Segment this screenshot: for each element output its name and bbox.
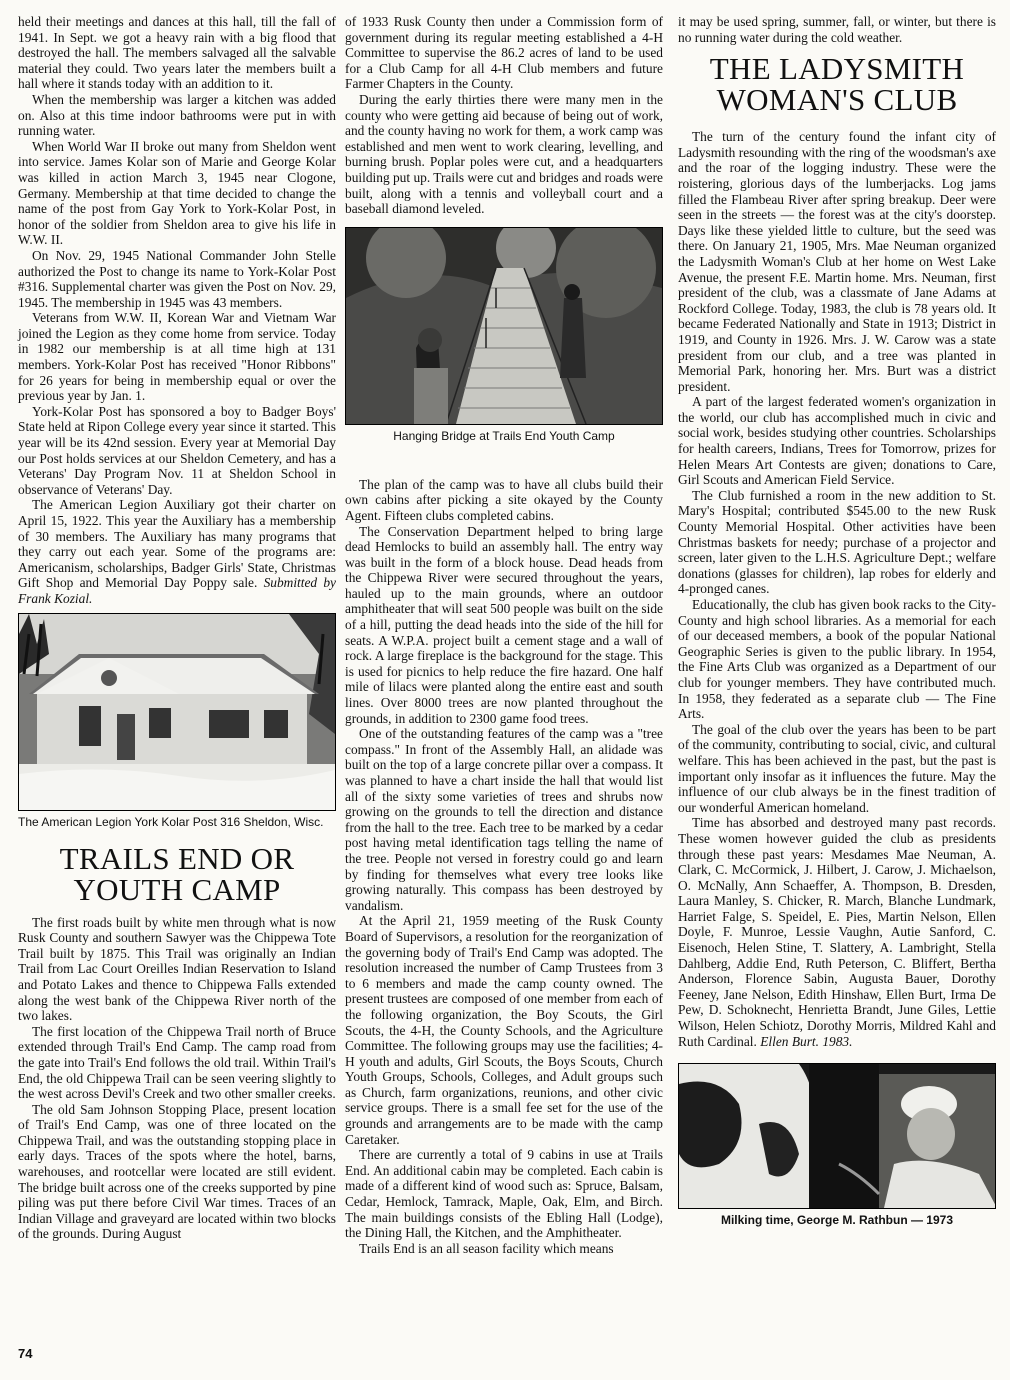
column-3 bbox=[678, 14, 996, 1227]
hanging-bridge-caption: Hanging Bridge at Trails End Youth Camp bbox=[393, 428, 615, 443]
paragraph: The goal of the club over the years has been to be part of the community, contributing to social, civic, and cultural welfare. This has been achieved in the past, but the past is important only insofar as it influences the future. May the influence of our club always be in the finest tradition of our wonderful American homeland. bbox=[678, 721, 996, 815]
auxiliary-paragraph bbox=[18, 497, 336, 606]
presidents-paragraph bbox=[678, 815, 996, 1049]
paragraph: The turn of the century found the infant city of Ladysmith resounding with the ring of the woodsman's axe and the roar of the logging industry. These were the roistering, glorious days of the lumberjacks. Log jams filled the Flambeau River after spring breakup. Deer were seen in the streets — the forest was at the city's doorstep. Days like these yielded little to culture, but the seed was there. On January 21, 1905, Mrs. Mae Neuman organized the Ladysmith Woman's Club at her home on West Lake Avenue, the present F.E. Martin home. Mrs. Neuman, first president of the club, was a classmate of Jane Adams at Rockford College. Today, 1983, the club is 78 years old. It became Federated Nationally and State in 1913; District in 1919, and County in 1926. Mrs. J. W. Carow was a state president from our club, and a tree was planted in Memorial Park, honoring her. Mrs. Burt was a district president. bbox=[678, 129, 996, 394]
hanging-bridge-photo bbox=[345, 227, 663, 425]
paragraph: York-Kolar Post has sponsored a boy to Badger Boys' State held at Ripon College every year since it started. This year will be its 42nd session. Every year at Memorial Day our Post holds services at our Sheldon Cemetery, and has a Veterans' Day Program Nov. 11 at Sheldon School in observance of Veterans' Day. bbox=[18, 403, 336, 497]
presidents-text: Time has absorbed and destroyed many past records. These women however guided the club as presidents through these past years: Mesdames Mae Neuman, A. Clark, C. McCormick, J. Hilbert, J. Carow, J. Michaelson, O. McNally, Ann Schaeffer, A. Thompson, B. Dresden, Laura Manley, S. Chicker, R. March, Blanche Lundmark, Harriet Falge, S. Speidel, E. Pies, Martin Nelson, Ellen Doyle, F. Munroe, Lessie Vaughn, Autie Sanford, C. Eisenoch, Helen Stine, T. Slattery, A. Lambright, Stella Dahlberg, Addie End, Ruth Peterson, C. Bliffert, Bertha Anderson, Florence Sabin, Augusta Bauer, Dorothy Feeney, Jane Nelson, Edith Hinshaw, Ellen Burt, Irma De Pew, D. Schoknecht, Henrietta Brandt, June Giles, Lettie Wilson, Helen Schiotz, Dorothy Morris, Mildred Kahl and Ruth Cardinal. bbox=[678, 815, 996, 1049]
legion-hall-caption: The American Legion York Kolar Post 316 Sheldon, Wisc. bbox=[18, 814, 324, 829]
legion-hall-photo-art bbox=[19, 614, 335, 810]
paragraph: The plan of the camp was to have all clubs build their own cabins after picking a site okayed by the County Agent. Fifteen clubs completed cabins. bbox=[345, 476, 663, 523]
signed-by: Ellen Burt. 1983. bbox=[760, 1033, 853, 1049]
paragraph: The first roads built by white men through what is now Rusk County and southern Sawyer was the Chippewa Tote Trail built by 1875. This Trail was originally an Indian Trail from Lac Court Oreilles Indian Reservation to Island and Potato Lakes and thence to Chippewa Falls extended along the west bank of the Chippewa River north of the two lakes. bbox=[18, 914, 336, 1024]
paragraph: of 1933 Rusk County then under a Commission form of government during its regular meeting established a 4-H Committee to supervise the 86.2 acres of land to be used for a Club Camp for all 4-H Club members and future Farmer Chapters in the County. bbox=[345, 14, 663, 92]
column-1 bbox=[18, 14, 336, 1242]
paragraph: On Nov. 29, 1945 National Commander John Stelle authorized the Post to change its name to York-Kolar Post #316. Supplemental charter was given the Post on Nov. 29, 1945. The membership in 1945 was 43 members. bbox=[18, 247, 336, 310]
paragraph: Veterans from W.W. II, Korean War and Vietnam War joined the Legion as they come home from service. Today in 1982 our membership is at all time high at 131 members. York-Kolar Post has received "Honor Ribbons" for 26 years for being in membership equal or over the previous year by Jan. 1. bbox=[18, 310, 336, 404]
milking-photo-art bbox=[679, 1064, 996, 1208]
paragraph: There are currently a total of 9 cabins in use at Trails End. An additional cabin may be completed. Each cabin is made of a different kind of wood such as: Spruce, Balsam, Cedar, Hemlock, Tamrack, Maple, Oak, Elm, and Birch. The main buildings consists of the Ebling Hall (Lodge), the Dining Hall, the Kitchen, and the Amphitheater. bbox=[345, 1147, 663, 1241]
milking-caption: Milking time, George M. Rathbun — 1973 bbox=[720, 1213, 954, 1228]
paragraph: Trails End is an all season facility which means bbox=[359, 1240, 614, 1256]
legion-hall-photo bbox=[18, 613, 336, 811]
hanging-bridge-photo-art bbox=[346, 228, 662, 424]
paragraph: The first location of the Chippewa Trail north of Bruce extended through Trail's End Camp. The camp road from the gate into Trail's End follows the old trail. Within Trail's End, the old Chippewa Trail can be seen veering slightly to the west across Devil's Creek and two other smaller creeks. bbox=[18, 1023, 336, 1102]
paragraph: it may be used spring, summer, fall, or winter, but there is no running water during the cold weather. bbox=[678, 14, 996, 45]
paragraph: The Club furnished a room in the new addition to St. Mary's Hospital; contributed $545.00 to the new Rusk County Memorial Hospital. Other activities have been Christmas baskets for needy; purchase of a projector and screen, later given to the L.H.S. Agriculture Dept.; welfare donations (glasses for children), lap robes for elderly and 4-pronged canes. bbox=[678, 487, 996, 597]
trails-end-heading: TRAILS END OR YOUTH CAMP bbox=[59, 840, 295, 907]
column-2 bbox=[345, 14, 663, 1256]
paragraph: The old Sam Johnson Stopping Place, present location of Trail's End Camp, was one of three located on the Chippewa Trail, and was the outstanding stopping place in early days. Traces of the spots where the hotel, barns, warehouses, and rootcellar were located are still evident. The bridge built across one of the creeks supported by pine piling was put there before Civil War times. Traces of an Indian Village and graveyard are located within two blocks of the grounds. During August bbox=[18, 1101, 336, 1242]
submitted-by: Submitted by Frank Kozial. bbox=[18, 575, 336, 606]
paragraph: Educationally, the club has given book racks to the City-County and high school libraries. As a memorial for each of our deceased members, a book of the popular National Geographic Series is given to the public library. In 1954, the Fine Arts Club was organized as a Department of our club for younger members. They have contributed much. In 1958, they federated as a separate club — The Fine Arts. bbox=[678, 597, 996, 722]
paragraph: When the membership was larger a kitchen was added on. Also at this time indoor bathrooms were put in with running water. bbox=[18, 91, 336, 139]
paragraph: One of the outstanding features of the camp was a "tree compass." In front of the Assembly Hall, an alidade was built on the top of a large concrete pillar over a compass. It was planned to have a chart inside the hall that would list all of the sixty some varieties of trees and shrubs now growing on the grounds to tell the direction and distance from the hall to the tree. Each tree to be marked by a cedar post having metal identification tags telling the name of the tree. People not versed in forestry could go and learn by finding for themselves what every tree looks like growing naturally. This compass has been destroyed by vandalism. bbox=[345, 726, 663, 913]
paragraph: held their meetings and dances at this hall, till the fall of 1941. In Sept. we got a heavy rain with a big flood that destroyed the hall. The members salvaged all the salvable material they could. Two years later the members built a hall where it stands today with an addition to it. bbox=[18, 14, 336, 92]
paragraph: At the April 21, 1959 meeting of the Rusk County Board of Supervisors, a resolution for the reorganization of the governing body of Trail's End Camp was adopted. The resolution increased the number of Camp Trustees from 3 to 6 members and made the camp county owned. The present trustees are composed of one member from each of the following organization, the Boy Scouts, the Girl Scouts, the 4-H, the County Schools, and the Agriculture Committee. The following groups may use the facilities; 4-H youth and adults, Girl Scouts, the Boys Scouts, Church Youth Groups, Schools, Colleges, and Adult groups such as Church, farm organizations, reunions, and other civic service groups. There is a small fee set for the use of the grounds and arrangements are to be made with the camp Caretaker. bbox=[345, 913, 663, 1147]
paragraph: A part of the largest federated women's organization in the world, our club has accomplished much in civic and social work, besides studying other countries. Scholarships for health careers, Indians, Trees for Tomorrow, prizes for Helen Mears Art Contests are given; donations to Care, Girl Scouts and American Field Service. bbox=[678, 394, 996, 488]
paragraph: During the early thirties there were many men in the county who were getting aid because of being out of work, and the county having no work for them, a work camp was established and men went to work clearing, levelling, and burning brush. Poplar poles were cut, and a headquarters building put up. Trails were cut and bridges and roads were built, along with a tennis and volleyball court and a baseball diamond leveled. bbox=[345, 91, 663, 217]
page-number: 74 bbox=[18, 1346, 33, 1361]
auxiliary-text: The American Legion Auxiliary got their charter on April 15, 1922. This year the Auxiliary has a membership of 30 members. The Auxiliary has many programs that they carry out each year. Some of the programs are: Americanism, scholarships, Badger Girls' State, Christmas Gift Shop and Memorial Day Poppy sale. bbox=[18, 497, 336, 591]
milking-photo bbox=[678, 1063, 996, 1209]
paragraph: The Conservation Department helped to bring large dead Hemlocks to build an assembly hall. The entry way was built in the form of a block house. Dead heads from the Chippewa River were secured throughout the years, hauled up to the main grounds, where an outdoor amphitheater that will seat 500 people was built on the side of a hill, putting the dead heads into the side of the hill for seats. A W.P.A. project built a cement stage and a wall of rock. A large fireplace is the background for the stage. This is used for picnics to help reduce the fire hazard. One half mile of lilacs were planted along the entire east and south lines. Over 8000 trees are now planted throughout the grounds, in addition to 2300 game food trees. bbox=[345, 523, 663, 726]
paragraph: When World War II broke out many from Sheldon went into service. James Kolar son of Marie and George Kolar was killed in action March 3, 1945 near Clogone, Germany. Membership at that time decided to change the name of the post from Gay York to York-Kolar Post, in honor of the soldier from Sheldon area to give his life in W.W. II. bbox=[18, 138, 336, 248]
ladysmith-heading: THE LADYSMITH WOMAN'S CLUB bbox=[709, 51, 965, 118]
